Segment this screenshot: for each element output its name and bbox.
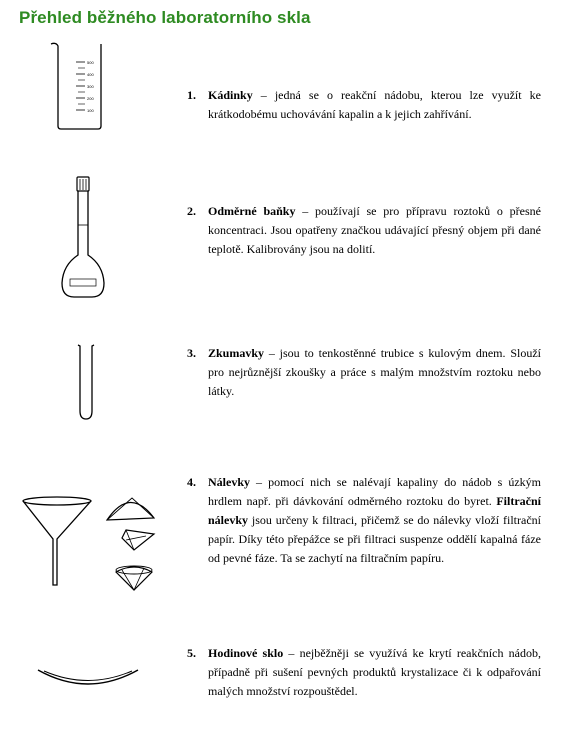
item-number: 3. xyxy=(187,346,196,360)
beaker-figure xyxy=(48,40,110,132)
item-description: – jsou to tenkostěnné trubice s kulovým dnem. Slouží pro nejrůznější zkoušky a práce s malým množstvím roztoku nebo látky. xyxy=(208,346,541,398)
list-item-volumetric-flasks xyxy=(187,202,541,259)
item-number: 1. xyxy=(187,88,196,102)
list-item-beakers xyxy=(187,86,541,124)
item-term: Odměrné baňky xyxy=(208,204,296,218)
item-description: – používají se pro přípravu roztoků o přesné koncentraci. Jsou opatřeny značkou udávající přesný objem při dané teplotě. Kalibrovány jsou na dolití. xyxy=(208,204,541,256)
beaker-scale-400: 400 xyxy=(87,72,94,77)
item-description-filter-funnels: jsou určeny k filtraci, přičemž se do nálevky vloží filtrační papír. Díky této přepážce se při filtraci suspenze oddělí kapalná fáze od pevné fáze. Ta se zachytí na filtračním papíru. xyxy=(208,513,541,565)
list-item-funnels xyxy=(187,473,541,568)
item-number: 5. xyxy=(187,646,196,660)
filter-paper-icon xyxy=(104,492,164,592)
watch-glass-icon xyxy=(36,666,140,692)
beaker-scale-500: 500 xyxy=(87,60,94,65)
item-term: Hodinové sklo xyxy=(208,646,284,660)
page-title: Přehled běžného laboratorního skla xyxy=(19,8,311,27)
beaker-scale-200: 200 xyxy=(87,96,94,101)
item-term: Zkumavky xyxy=(208,346,265,360)
funnel-figure xyxy=(21,495,93,587)
beaker-scale-300: 300 xyxy=(87,84,94,89)
item-number: 2. xyxy=(187,204,196,218)
test-tube-figure xyxy=(76,343,96,421)
filter-paper-figure xyxy=(104,492,164,592)
beaker-scale-100: 100 xyxy=(87,108,94,113)
test-tube-icon xyxy=(76,343,96,421)
volumetric-flask-icon xyxy=(60,175,106,300)
list-item-test-tubes xyxy=(187,344,541,401)
item-description: – pomocí nich se nalévají kapaliny do nádob s úzkým hrdlem např. při dávkování odměrného roztoku do byret. xyxy=(208,475,541,508)
item-number: 4. xyxy=(187,475,196,489)
item-term: Nálevky xyxy=(208,475,250,489)
item-term: Kádinky xyxy=(208,88,253,102)
list-item-watch-glass xyxy=(187,644,541,701)
funnel-icon xyxy=(21,495,93,587)
item-term-filter-funnels: Filtrační nálevky xyxy=(208,494,541,527)
volumetric-flask-figure xyxy=(60,175,106,300)
watch-glass-figure xyxy=(36,666,140,692)
item-description: – jedná se o reakční nádobu, kterou lze využít ke krátkodobému uchovávání kapalin a k jejich zahřívání. xyxy=(208,88,541,121)
beaker-icon xyxy=(48,40,110,132)
item-description: – nejběžněji se využívá ke krytí reakčních nádob, případně při sušení pevných produktů krystalizace či k odpařování malých množství rozpouštědel. xyxy=(208,646,541,698)
